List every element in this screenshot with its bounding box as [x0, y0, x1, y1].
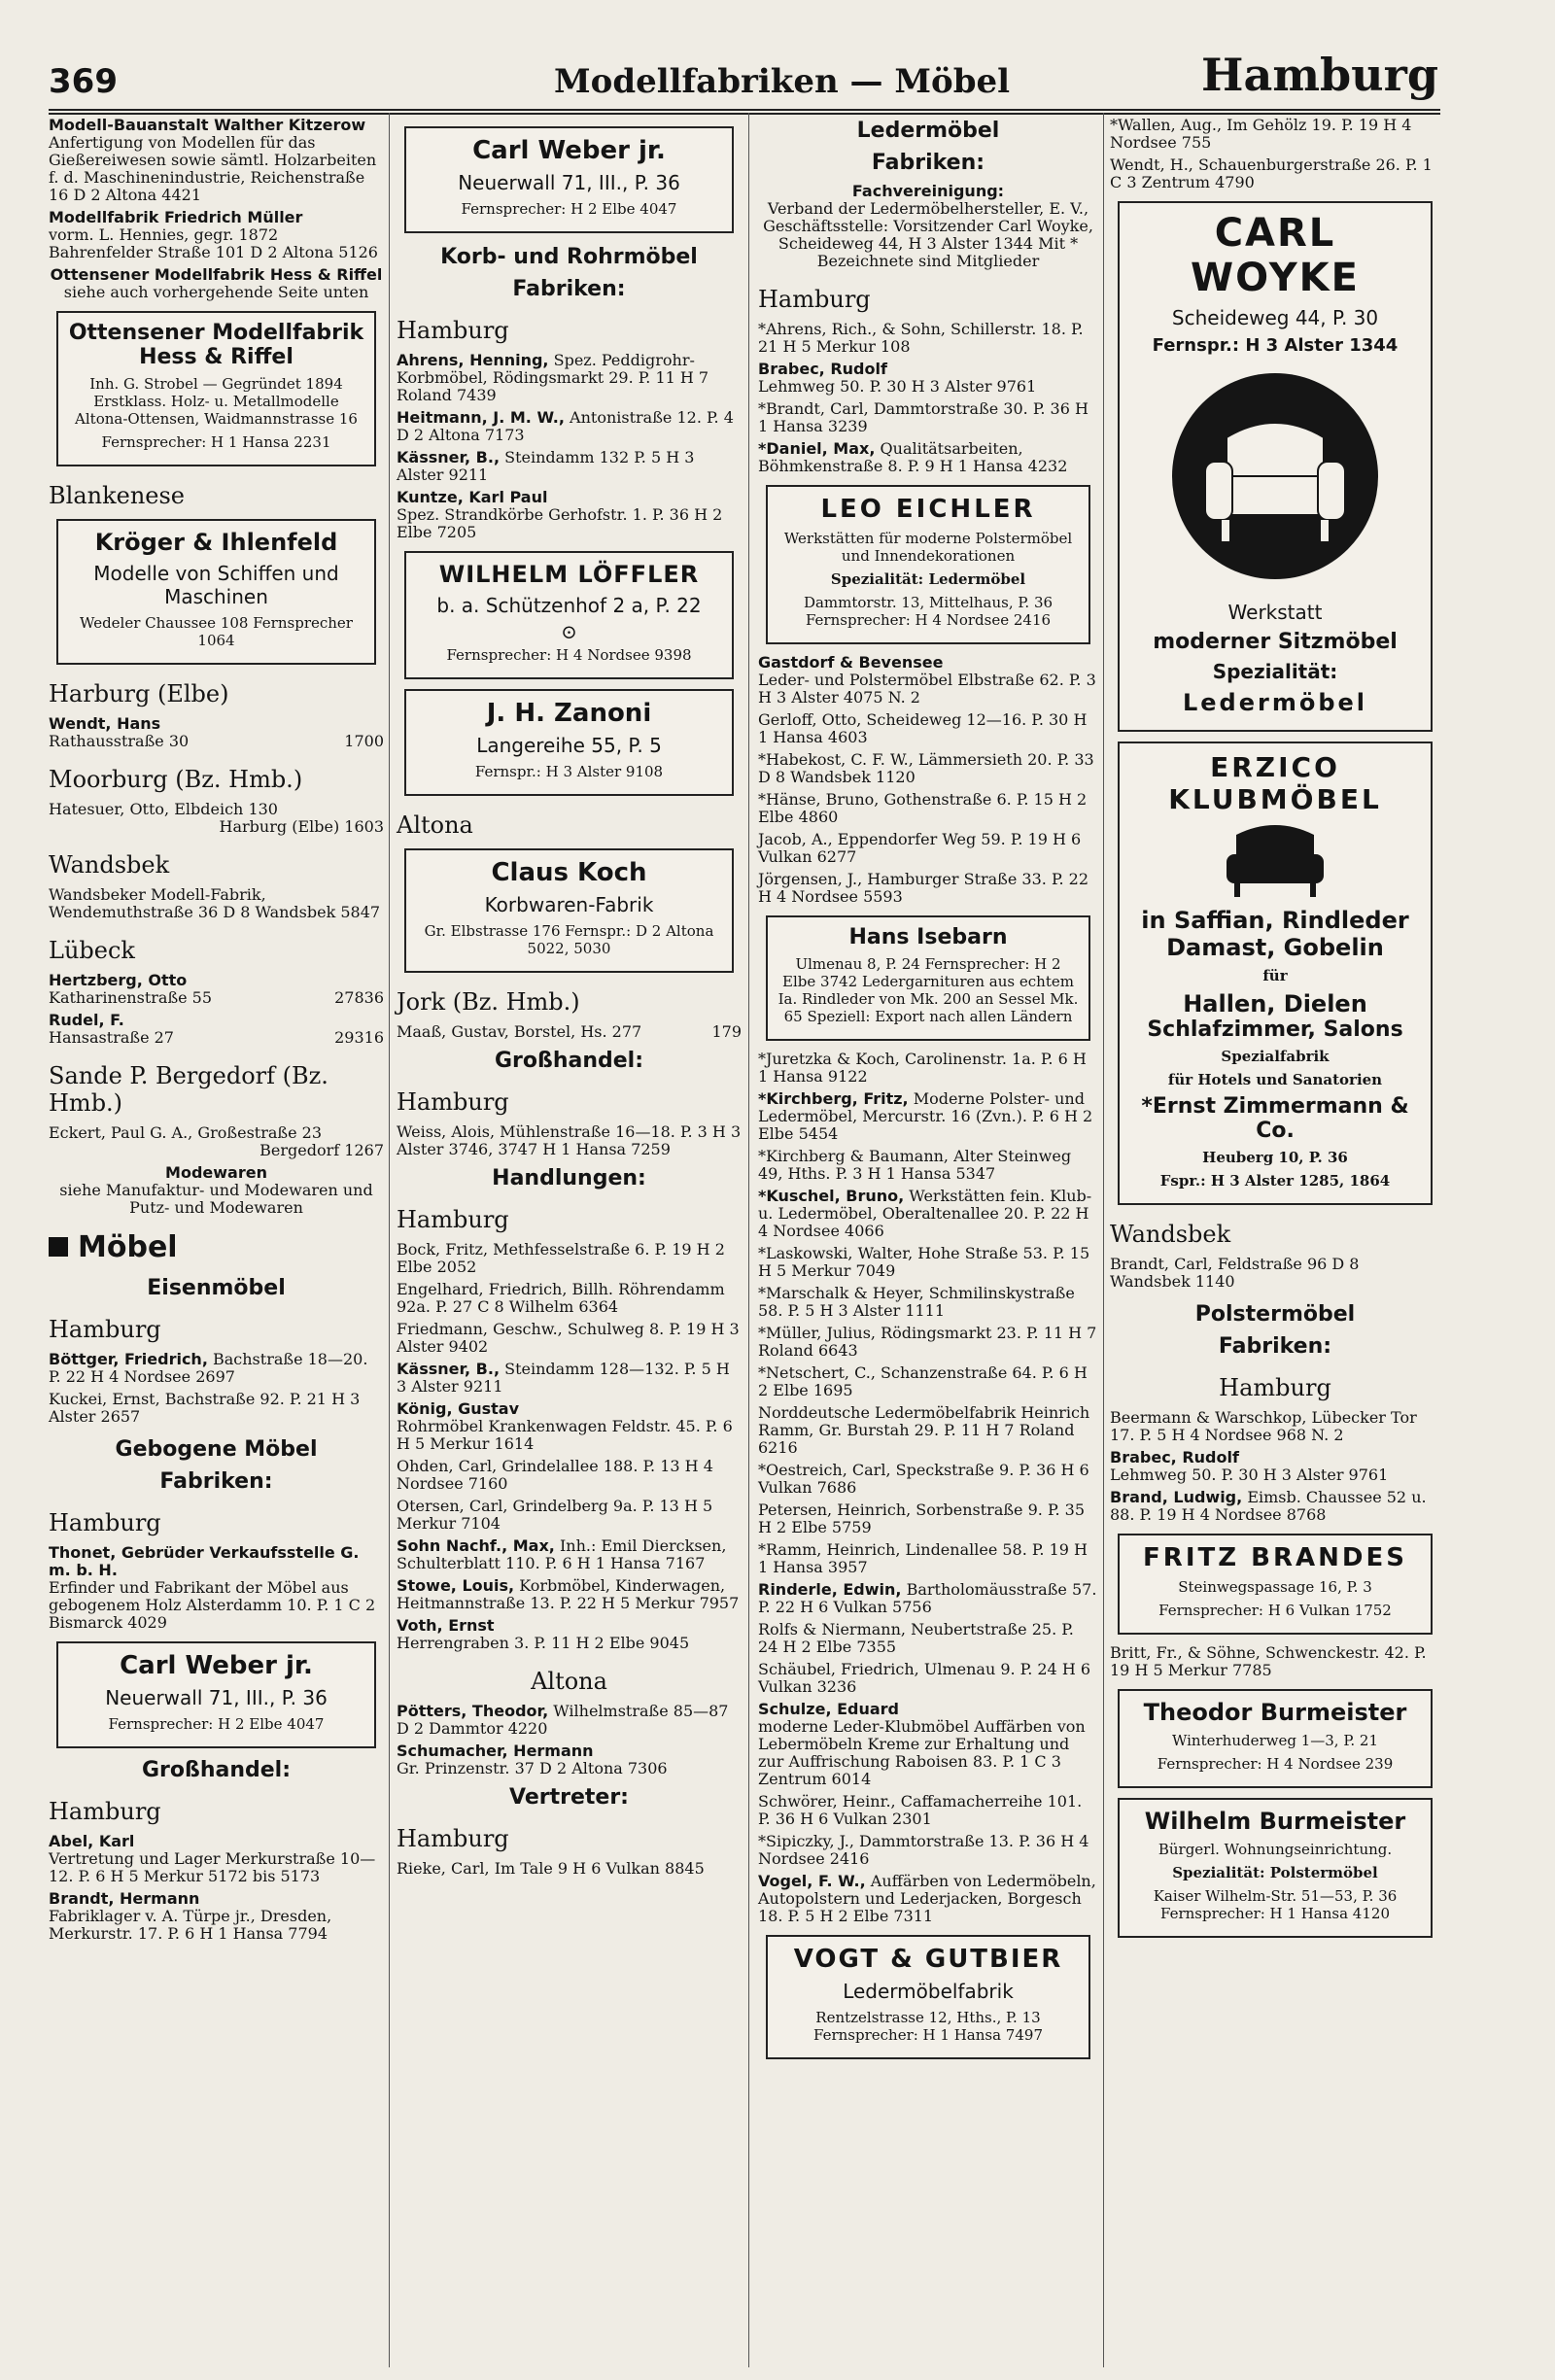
- entry: Engelhard, Friedrich, Billh. Röhrendamm 92a. P. 27 C 8 Wilhelm 6364: [397, 1280, 725, 1316]
- entry: *Kirchberg & Baumann, Alter Steinweg 49, Hths. P. 3 H 1 Hansa 5347: [758, 1147, 1072, 1183]
- subcategory-heading: Vertreter:: [509, 1785, 629, 1810]
- entry: König, Gustav Rohrmöbel Krankenwagen Feldstr. 45. P. 6 H 5 Merkur 1614: [397, 1399, 733, 1453]
- city-heading: Hamburg: [49, 1509, 161, 1536]
- city-heading: Blankenese: [49, 482, 186, 509]
- entry: Hatesuer, Otto, Elbdeich 130 Harburg (Elbe) 1603: [49, 800, 384, 836]
- subcategory-heading: Fabriken:: [1218, 1334, 1332, 1359]
- entry: Eckert, Paul G. A., Großestraße 23 Bergedorf 1267: [49, 1123, 384, 1159]
- ad-fritz-brandes: FRITZ BRANDES Steinwegspassage 16, P. 3 Fernsprecher: H 6 Vulkan 1752: [1118, 1534, 1433, 1635]
- column-2: [397, 117, 742, 1882]
- column-4: [1110, 117, 1440, 1948]
- subcategory-heading: Großhandel:: [141, 1758, 292, 1782]
- city-heading: Sande P. Bergedorf (Bz. Hmb.): [49, 1062, 328, 1117]
- ad-carl-weber: Carl Weber jr. Neuerwall 71, III., P. 36 Fernsprecher: H 2 Elbe 4047: [56, 1641, 376, 1748]
- category-heading: Ledermöbel: [856, 119, 1000, 143]
- entry: Otersen, Carl, Grindelberg 9a. P. 13 H 5 Merkur 7104: [397, 1497, 713, 1533]
- city-heading: Altona: [397, 811, 473, 839]
- subcategory-heading: Handlungen:: [492, 1166, 646, 1190]
- entry: *Marschalk & Heyer, Schmilinskystraße 58. P. 5 H 3 Alster 1111: [758, 1284, 1075, 1320]
- entry: Rolfs & Niermann, Neubertstraße 25. P. 24 H 2 Elbe 7355: [758, 1620, 1074, 1656]
- city-heading: Hamburg: [49, 1798, 161, 1825]
- entry: Rinderle, Edwin, Bartholomäusstraße 57. P. 22 H 6 Vulkan 5756: [758, 1580, 1097, 1616]
- entry: Voth, Ernst Herrengraben 3. P. 11 H 2 Elbe 9045: [397, 1616, 690, 1652]
- entry: *Habekost, C. F. W., Lämmersieth 20. P. 33 D 8 Wandsbek 1120: [758, 750, 1094, 786]
- entry: Petersen, Heinrich, Sorbenstraße 9. P. 35 H 2 Elbe 5759: [758, 1500, 1085, 1536]
- entry: Ahrens, Henning, Spez. Peddigrohr-Korbmöbel, Rödingsmarkt 29. P. 11 H 7 Roland 7439: [397, 351, 709, 404]
- city-heading: Hamburg: [397, 1825, 509, 1852]
- city-heading: Moorburg (Bz. Hmb.): [49, 766, 303, 793]
- entry: Maaß, Gustav, Borstel, Hs. 277 179: [397, 1022, 742, 1041]
- entry: Jacob, A., Eppendorfer Weg 59. P. 19 H 6 Vulkan 6277: [758, 830, 1082, 866]
- column-divider: [389, 113, 390, 2367]
- entry: Schulze, Eduard moderne Leder-Klubmöbel Auffärben von Lebermöbeln Kreme zur Erhaltung und zur Auffrischung Raboisen 83. P. 1 C 3 Zentrum 6014: [758, 1700, 1086, 1788]
- entry: *Wallen, Aug., Im Gehölz 19. P. 19 H 4 Nordsee 755: [1110, 116, 1412, 152]
- column-3: [758, 117, 1098, 2069]
- entry: Fachvereinigung: Verband der Ledermöbelhersteller, E. V., Geschäftsstelle: Vorsitzender Carl Woyke, Scheideweg 44, H 3 Alster 1344 Mit * Bezeichnete sind Mitglieder: [763, 182, 1093, 270]
- entry: *Ahrens, Rich., & Sohn, Schillerstr. 18. P. 21 H 5 Merkur 108: [758, 320, 1084, 356]
- category-heading: Gebogene Möbel: [115, 1437, 318, 1462]
- column-divider: [748, 113, 749, 2367]
- entry: Vogel, F. W., Auffärben von Ledermöbeln, Autopolstern und Lederjacken, Borgesch 18. P. 5 H 2 Elbe 7311: [758, 1872, 1096, 1925]
- entry: Brabec, Rudolf Lehmweg 50. P. 30 H 3 Alster 9761: [1110, 1448, 1389, 1484]
- entry: Stowe, Louis, Korbmöbel, Kinderwagen, Heitmannstraße 13. P. 22 H 5 Merkur 7957: [397, 1576, 740, 1612]
- column-1: [49, 117, 384, 1948]
- ad-carl-weber: Carl Weber jr. Neuerwall 71, III., P. 36 Fernsprecher: H 2 Elbe 4047: [404, 126, 734, 233]
- entry: Schwörer, Heinr., Caffamacherreihe 101. P. 36 H 6 Vulkan 2301: [758, 1792, 1083, 1828]
- header-rule: [49, 109, 1440, 111]
- city-heading: Hamburg: [1219, 1374, 1331, 1401]
- entry: *Sipiczky, J., Dammtorstraße 13. P. 36 H 4 Nordsee 2416: [758, 1832, 1089, 1868]
- entry: *Hänse, Bruno, Gothenstraße 6. P. 15 H 2 Elbe 4860: [758, 790, 1088, 826]
- category-heading: Eisenmöbel: [147, 1276, 286, 1300]
- entry: *Juretzka & Koch, Carolinenstr. 1a. P. 6 H 1 Hansa 9122: [758, 1050, 1087, 1086]
- entry: Brabec, Rudolf Lehmweg 50. P. 30 H 3 Alster 9761: [758, 360, 1037, 396]
- entry: Jörgensen, J., Hamburger Straße 33. P. 22 H 4 Nordsee 5593: [758, 870, 1089, 906]
- ad-vogt-gutbier: VOGT & GUTBIER Ledermöbelfabrik Rentzelstrasse 12, Hths., P. 13 Fernsprecher: H 1 Hansa 7497: [766, 1935, 1090, 2059]
- city-heading: Lübeck: [49, 937, 135, 964]
- city-heading: Wandsbek: [49, 851, 170, 879]
- entry: Beermann & Warschkop, Lübecker Tor 17. P. 5 H 4 Nordsee 968 N. 2: [1110, 1408, 1417, 1444]
- ad-wilhelm-burmeister: Wilhelm Burmeister Bürgerl. Wohnungseinrichtung. Spezialität: Polstermöbel Kaiser Wilhelm-Str. 51—53, P. 36 Fernsprecher: H 1 Hansa 4120: [1118, 1798, 1433, 1938]
- entry: Wandsbeker Modell-Fabrik, Wendemuthstraße 36 D 8 Wandsbek 5847: [49, 885, 381, 921]
- entry: Schäubel, Friedrich, Ulmenau 9. P. 24 H 6 Vulkan 3236: [758, 1660, 1091, 1696]
- entry: Rieke, Carl, Im Tale 9 H 6 Vulkan 8845: [397, 1859, 705, 1878]
- entry: Kässner, B., Steindamm 132 P. 5 H 3 Alster 9211: [397, 448, 695, 484]
- entry: Norddeutsche Ledermöbelfabrik Heinrich Ramm, Gr. Burstah 29. P. 11 H 7 Roland 6216: [758, 1403, 1090, 1457]
- entry: Brandt, Hermann Fabriklager v. A. Türpe jr., Dresden, Merkurstr. 17. P. 6 H 1 Hansa 7794: [49, 1889, 332, 1943]
- entry: *Ramm, Heinrich, Lindenallee 58. P. 19 H 1 Hansa 3957: [758, 1540, 1088, 1576]
- city-heading: Harburg (Elbe): [49, 680, 229, 707]
- city-heading: Hamburg: [397, 1088, 509, 1116]
- entry: Abel, Karl Vertretung und Lager Merkurstraße 10—12. P. 6 H 5 Merkur 5172 bis 5173: [49, 1832, 376, 1885]
- ad-zanoni: J. H. Zanoni Langereihe 55, P. 5 Fernspr.: H 3 Alster 9108: [404, 689, 734, 796]
- city-heading: Hamburg: [758, 286, 871, 313]
- armchair-illustration: [1168, 369, 1382, 583]
- entry: Kuntze, Karl Paul Spez. Strandkörbe Gerhofstr. 1. P. 36 H 2 Elbe 7205: [397, 488, 723, 541]
- entry: *Netschert, C., Schanzenstraße 64. P. 6 H 2 Elbe 1695: [758, 1363, 1088, 1399]
- header-rule-thin: [49, 113, 1440, 115]
- entry: Modell-Bauanstalt Walther Kitzerow Anfertigung von Modellen für das Gießereiwesen sowie sämtl. Holzarbeiten f. d. Maschinenindustrie, Reichenstraße 16 D 2 Altona 4421: [49, 116, 377, 204]
- entry: *Müller, Julius, Rödingsmarkt 23. P. 11 H 7 Roland 6643: [758, 1324, 1097, 1360]
- page-header: [49, 49, 1438, 107]
- ad-wilhelm-loeffler: WILHELM LÖFFLER b. a. Schützenhof 2 a, P. 22 ⊙ Fernsprecher: H 4 Nordsee 9398: [404, 551, 734, 679]
- subcategory-heading: Fabriken:: [512, 277, 626, 301]
- entry: Bock, Fritz, Methfesselstraße 6. P. 19 H 2 Elbe 2052: [397, 1240, 725, 1276]
- entry: Gerloff, Otto, Scheideweg 12—16. P. 30 H 1 Hansa 4603: [758, 710, 1088, 746]
- entry: Schumacher, Hermann Gr. Prinzenstr. 37 D 2 Altona 7306: [397, 1742, 668, 1777]
- entry: Brandt, Carl, Feldstraße 96 D 8 Wandsbek 1140: [1110, 1255, 1360, 1291]
- ad-erzico: ERZICO KLUBMÖBEL in Saffian, Rindleder Damast, Gobelin für Hallen, Dielen Schlafzimmer, Salons Spezialfabrik für Hotels und Sanatorien *Ernst Zimmermann & Co. Heuberg 10, P. 36 Fspr.: H 3 Alster 1285, 1864: [1118, 742, 1433, 1205]
- entry: Ottensener Modellfabrik Hess & Riffel siehe auch vorhergehende Seite unten: [50, 265, 383, 301]
- entry: Hertzberg, Otto Katharinenstraße 55 27836: [49, 971, 384, 1007]
- entry: Gastdorf & Bevensee Leder- und Polstermöbel Elbstraße 62. P. 3 H 3 Alster 4075 N. 2: [758, 653, 1096, 707]
- entry: Wendt, H., Schauenburgerstraße 26. P. 1 C 3 Zentrum 4790: [1110, 155, 1433, 191]
- category-heading: Polstermöbel: [1194, 1302, 1356, 1327]
- ad-ottensener: Ottensener Modellfabrik Hess & Riffel Inh. G. Strobel — Gegründet 1894 Erstklass. Holz- u. Metallmodelle Altona-Ottensen, Waidmannstrasse 16 Fernsprecher: H 1 Hansa 2231: [56, 311, 376, 466]
- entry: Sohn Nachf., Max, Inh.: Emil Diercksen, Schulterblatt 110. P. 6 H 1 Hansa 7167: [397, 1536, 727, 1572]
- entry: Weiss, Alois, Mühlenstraße 16—18. P. 3 H 3 Alster 3746, 3747 H 1 Hansa 7259: [397, 1122, 742, 1158]
- entry: Ohden, Carl, Grindelallee 188. P. 13 H 4 Nordsee 7160: [397, 1457, 713, 1493]
- entry: Wendt, Hans Rathausstraße 30 1700: [49, 714, 384, 750]
- city-heading: Hamburg: [397, 317, 509, 344]
- entry: *Kirchberg, Fritz, Moderne Polster- und Ledermöbel, Mercurstr. 16 (Zvn.). P. 6 H 2 Elbe 5454: [758, 1089, 1093, 1143]
- entry: *Daniel, Max, Qualitätsarbeiten, Böhmkenstraße 8. P. 9 H 1 Hansa 4232: [758, 439, 1068, 475]
- category-heading: Korb- und Rohrmöbel: [440, 245, 698, 269]
- ad-carl-woyke: CARL WOYKE Scheideweg 44, P. 30 Fernspr.: H 3 Alster 1344 Werkstatt moderner Sitzmöbel Spezialität: Ledermöbel: [1118, 201, 1433, 732]
- header-city: Hamburg: [1201, 49, 1438, 101]
- entry: *Oestreich, Carl, Speckstraße 9. P. 36 H 6 Vulkan 7686: [758, 1461, 1089, 1497]
- entry: *Brandt, Carl, Dammtorstraße 30. P. 36 H 1 Hansa 3239: [758, 399, 1088, 435]
- club-chair-illustration: [1217, 815, 1333, 903]
- entry: Brand, Ludwig, Eimsb. Chaussee 52 u. 88. P. 19 H 4 Nordsee 8768: [1110, 1488, 1427, 1524]
- subcategory-heading: Fabriken:: [159, 1469, 273, 1494]
- entry: Thonet, Gebrüder Verkaufsstelle G. m. b. H. Erfinder und Fabrikant der Möbel aus gebogenem Holz Alsterdamm 10. P. 1 C 2 Bismarck 4029: [49, 1543, 376, 1632]
- ad-hans-isebarn: Hans Isebarn Ulmenau 8, P. 24 Fernsprecher: H 2 Elbe 3742 Ledergarnituren aus echtem Ia. Rindleder von Mk. 200 an Sessel Mk. 65 Speziell: Export nach allen Ländern: [766, 915, 1090, 1041]
- entry: Britt, Fr., & Söhne, Schwenckestr. 42. P. 19 H 5 Merkur 7785: [1110, 1643, 1427, 1679]
- entry: Modewaren siehe Manufaktur- und Modewaren und Putz- und Modewaren: [59, 1163, 373, 1217]
- category-moebel: Möbel: [49, 1230, 384, 1264]
- entry: Pötters, Theodor, Wilhelmstraße 85—87 D 2 Dammtor 4220: [397, 1702, 729, 1738]
- entry: Kuckei, Ernst, Bachstraße 92. P. 21 H 3 Alster 2657: [49, 1390, 361, 1426]
- entry: Heitmann, J. M. W., Antonistraße 12. P. 4 D 2 Altona 7173: [397, 408, 734, 444]
- entry: Böttger, Friedrich, Bachstraße 18—20. P. 22 H 4 Nordsee 2697: [49, 1350, 368, 1386]
- ad-claus-koch: Claus Koch Korbwaren-Fabrik Gr. Elbstrasse 176 Fernspr.: D 2 Altona 5022, 5030: [404, 848, 734, 973]
- column-divider: [1103, 113, 1104, 2367]
- subcategory-heading: Fabriken:: [871, 151, 985, 175]
- ad-kroeger: Kröger & Ihlenfeld Modelle von Schiffen und Maschinen Wedeler Chaussee 108 Fernsprecher 1064: [56, 519, 376, 665]
- entry: Kässner, B., Steindamm 128—132. P. 5 H 3 Alster 9211: [397, 1360, 730, 1396]
- city-heading: Wandsbek: [1110, 1221, 1231, 1248]
- ad-theodor-burmeister: Theodor Burmeister Winterhuderweg 1—3, P. 21 Fernsprecher: H 4 Nordsee 239: [1118, 1689, 1433, 1788]
- entry: *Laskowski, Walter, Hohe Straße 53. P. 15 H 5 Merkur 7049: [758, 1244, 1090, 1280]
- subcategory-heading: Großhandel:: [494, 1049, 644, 1073]
- page-number: 369: [49, 62, 118, 101]
- entry: Modellfabrik Friedrich Müller vorm. L. Hennies, gegr. 1872 Bahrenfelder Straße 101 D 2 Altona 5126: [49, 208, 378, 261]
- city-heading: Jork (Bz. Hmb.): [397, 988, 580, 1016]
- entry: *Kuschel, Bruno, Werkstätten fein. Klub- u. Ledermöbel, Oberaltenallee 20. P. 22 H 4 Nordsee 4066: [758, 1187, 1092, 1240]
- entry: Friedmann, Geschw., Schulweg 8. P. 19 H 3 Alster 9402: [397, 1320, 740, 1356]
- entry: Rudel, F. Hansastraße 27 29316: [49, 1011, 384, 1047]
- city-heading: Hamburg: [49, 1316, 161, 1343]
- city-heading: Altona: [531, 1668, 607, 1695]
- page-title: Modellfabriken — Möbel: [554, 62, 1011, 101]
- city-heading: Hamburg: [397, 1206, 509, 1233]
- ad-leo-eichler: LEO EICHLER Werkstätten für moderne Polstermöbel und Innendekorationen Spezialität: Ledermöbel Dammtorstr. 13, Mittelhaus, P. 36 Fernsprecher: H 4 Nordsee 2416: [766, 485, 1090, 644]
